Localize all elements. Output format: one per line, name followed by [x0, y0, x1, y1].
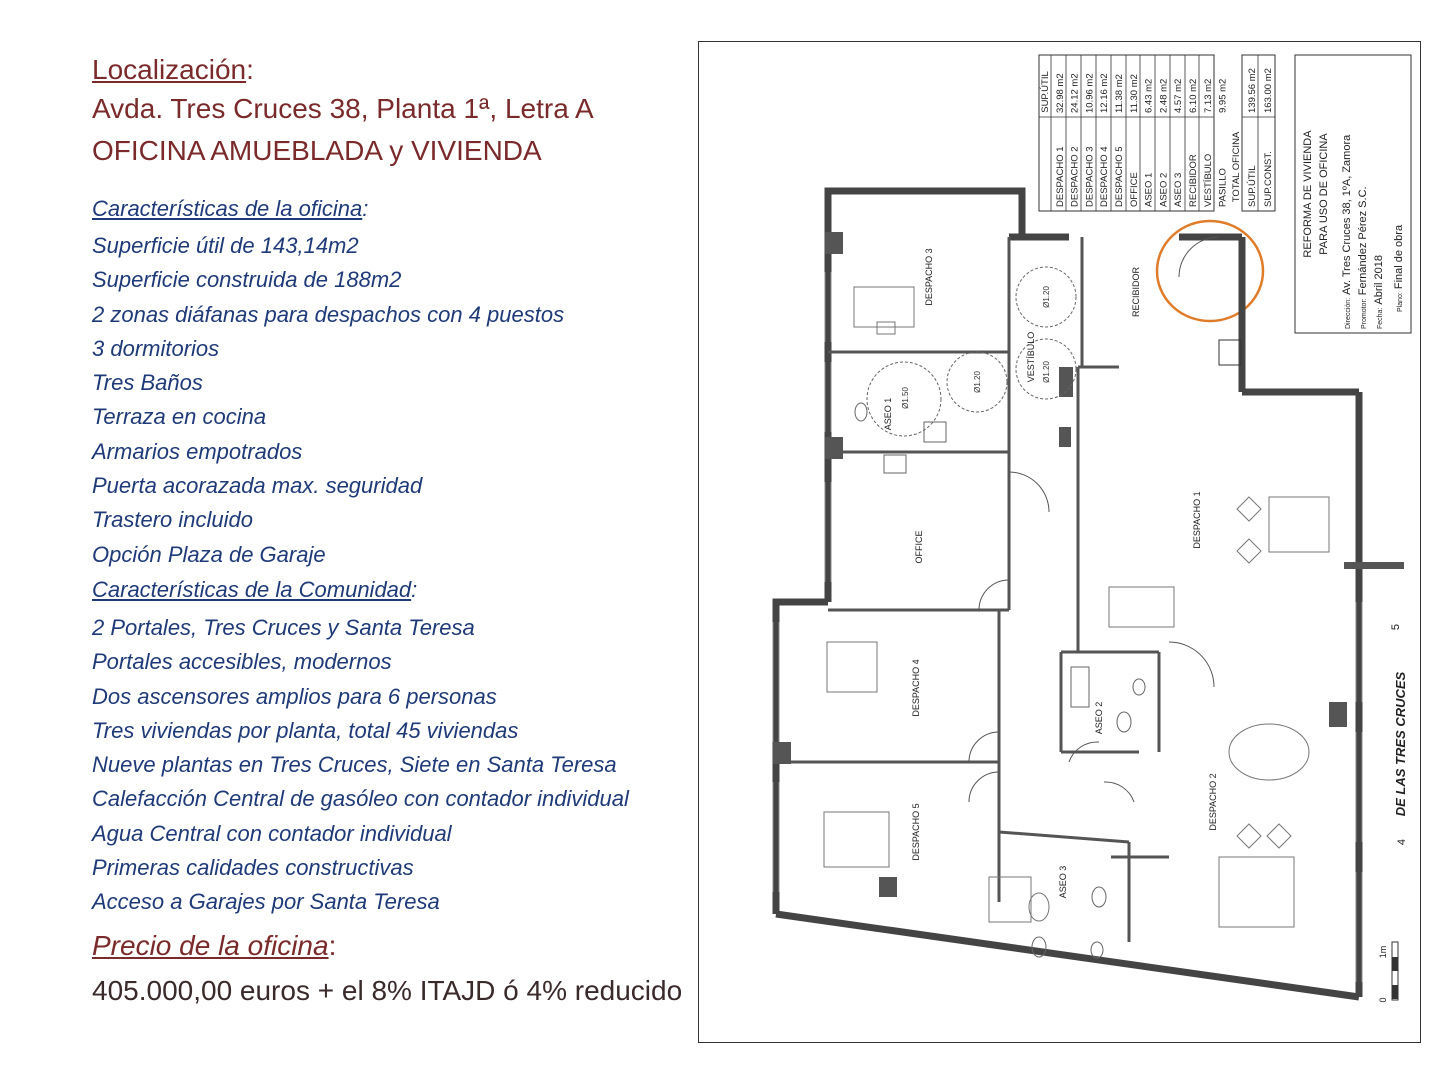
room-label-aseo2: ASEO 2	[1094, 701, 1104, 735]
community-features-heading	[92, 572, 772, 611]
title-block-text	[1302, 130, 1405, 329]
list-item: Agua Central con contador individual	[92, 820, 452, 846]
table-cell-area: 7.13 m2	[1202, 78, 1214, 113]
fecha-label: Fecha:	[1377, 307, 1384, 329]
table-cell-room: OFFICE	[1128, 172, 1140, 207]
table-cell-room: DESPACHO 2	[1069, 146, 1081, 207]
table-cell-area: 10.96 m2	[1084, 73, 1096, 113]
street-label	[1390, 624, 1408, 845]
community-colon: :	[411, 576, 418, 602]
list-item: Superficie útil de 143,14m2	[92, 233, 359, 258]
room-label-despacho3: DESPACHO 3	[924, 248, 934, 306]
listing-subtitle: OFICINA AMUEBLADA y VIVIENDA	[92, 135, 542, 166]
scale-label-0: 0	[1378, 997, 1388, 1003]
info-direccion	[1341, 134, 1353, 329]
table-cell-area: 6.10 m2	[1188, 78, 1199, 113]
list-item: Dos ascensores amplios para 6 personas	[92, 683, 497, 709]
room-labels	[883, 248, 1218, 898]
list-item: Calefacción Central de gasóleo con contador individual	[92, 786, 629, 812]
table-cell-area: 9.95 m2	[1217, 78, 1229, 113]
room-label-aseo3: ASEO 3	[1058, 865, 1068, 899]
list-item: Trastero incluido	[92, 507, 253, 533]
plano-label: Plano:	[1397, 292, 1404, 312]
street-number-a: 4	[1396, 838, 1408, 846]
room-label-despacho2: DESPACHO 2	[1208, 773, 1218, 831]
office-colon: :	[362, 196, 369, 221]
totals-value: 163.00 m2	[1263, 68, 1274, 113]
pillars	[773, 232, 1404, 897]
street-name: DE LAS TRES CRUCES	[1393, 671, 1408, 817]
room-label-aseo1: ASEO 1	[883, 397, 893, 431]
table-cell-area: 12.16 m2	[1099, 73, 1111, 113]
list-item: Portales accesibles, modernos	[92, 649, 392, 675]
list-item: 3 dormitorios	[92, 335, 220, 361]
circle-label: Ø1.20	[1042, 361, 1051, 383]
list-item: Terraza en cocina	[92, 404, 267, 430]
room-label-despacho4: DESPACHO 4	[911, 659, 921, 717]
plano-value: Final de obra	[1393, 224, 1405, 290]
info-plano	[1393, 224, 1405, 312]
table-cell-area: 6.43 m2	[1143, 78, 1155, 113]
info-title-1: REFORMA DE VIVIENDA	[1302, 130, 1314, 258]
info-fecha	[1373, 255, 1385, 329]
table-cell-room: ASEO 3	[1173, 172, 1185, 207]
table-cell-room: VESTÍBULO	[1202, 153, 1214, 207]
circle-label: Ø1.20	[1042, 286, 1051, 308]
table-header: SUP.ÚTIL	[1040, 71, 1051, 113]
totals-name: SUP.CONST.	[1263, 151, 1274, 207]
totals-title: TOTAL OFICINA	[1231, 131, 1242, 203]
price-value: 405.000,00 euros + el 8% ITAJD ó 4% reducido	[92, 974, 683, 1006]
table-cell-room: PASILLO	[1217, 168, 1229, 207]
room-label-vestibulo: VESTÍBULO	[1026, 331, 1036, 383]
community-features-title: Características de la Comunidad	[92, 576, 412, 602]
room-label-office: OFFICE	[914, 530, 924, 564]
room-label-despacho5: DESPACHO 5	[911, 803, 921, 861]
info-promotor	[1357, 186, 1369, 329]
interior-walls	[776, 237, 1169, 942]
circle-label: Ø1.20	[973, 371, 982, 393]
list-item: Armarios empotrados	[92, 438, 303, 464]
totals-value: 139.56 m2	[1247, 68, 1258, 113]
table-cell-room: DESPACHO 3	[1084, 146, 1096, 207]
community-features-list	[92, 611, 772, 920]
list-item: Puerta acorazada max. seguridad	[92, 473, 423, 499]
table-cell-area: 4.57 m2	[1173, 78, 1185, 113]
table-cell-room: DESPACHO 4	[1099, 146, 1111, 207]
list-item: 2 Portales, Tres Cruces y Santa Teresa	[92, 614, 475, 640]
table-cell-room: RECIBIDOR	[1188, 154, 1199, 207]
table-cell-room: ASEO 1	[1143, 172, 1155, 207]
office-features-heading	[92, 192, 772, 229]
fecha-value: Abril 2018	[1373, 255, 1385, 305]
table-cell-area: 11.30 m2	[1128, 74, 1140, 113]
list-item: Nueve plantas en Tres Cruces, Siete en Santa Teresa	[92, 752, 617, 778]
office-features-title: Características de la oficina	[92, 196, 363, 221]
list-item: 2 zonas diáfanas para despachos con 4 puestos	[92, 301, 565, 327]
list-item: Tres Baños	[92, 370, 203, 396]
list-item: Tres viviendas por planta, total 45 viviendas	[92, 717, 519, 743]
table-cell-area: 24.12 m2	[1069, 73, 1081, 113]
totals-name: SUP.ÚTIL	[1247, 165, 1258, 207]
area-table-text	[1040, 68, 1274, 207]
direccion-label: Dirección:	[1345, 297, 1352, 329]
location-heading	[92, 52, 772, 88]
table-cell-area: 32.98 m2	[1054, 73, 1066, 113]
table-cell-room: ASEO 2	[1158, 172, 1170, 207]
room-label-recibidor: RECIBIDOR	[1131, 266, 1141, 318]
promotor-label: Promotor:	[1361, 298, 1368, 329]
price-heading	[92, 926, 772, 971]
circle-label: Ø1.50	[901, 387, 910, 409]
scale-label-1m: 1m	[1378, 945, 1388, 959]
table-cell-area: 11.38 m2	[1114, 74, 1125, 113]
office-features-list	[92, 229, 772, 572]
list-item: Acceso a Garajes por Santa Teresa	[92, 889, 440, 915]
street-number-b: 5	[1390, 623, 1402, 631]
info-title-2: PARA USO DE OFICINA	[1318, 133, 1330, 255]
location-colon: :	[246, 54, 254, 85]
list-item: Opción Plaza de Garaje	[92, 541, 326, 567]
price-colon: :	[328, 929, 337, 961]
location-label: Localización	[92, 54, 247, 85]
table-cell-room: DESPACHO 5	[1114, 146, 1125, 207]
price-label: Precio de la oficina	[92, 929, 329, 961]
floor-plan-drawing	[699, 42, 1420, 1042]
listing-text	[92, 52, 772, 1011]
table-cell-room: DESPACHO 1	[1054, 146, 1066, 207]
list-item: Primeras calidades constructivas	[92, 855, 414, 881]
direccion-value: Av. Tres Cruces 38, 1ºA, Zamora	[1341, 134, 1353, 295]
floor-plan	[698, 41, 1421, 1043]
promotor-value: Fernández Pérez S.C.	[1357, 186, 1369, 296]
table-cell-area: 2.48 m2	[1158, 78, 1170, 113]
room-label-despacho1: DESPACHO 1	[1192, 491, 1202, 549]
list-item: Superficie construida de 188m2	[92, 267, 402, 293]
scale-bar	[1378, 942, 1398, 1003]
address: Avda. Tres Cruces 38, Planta 1ª, Letra A	[92, 93, 594, 124]
